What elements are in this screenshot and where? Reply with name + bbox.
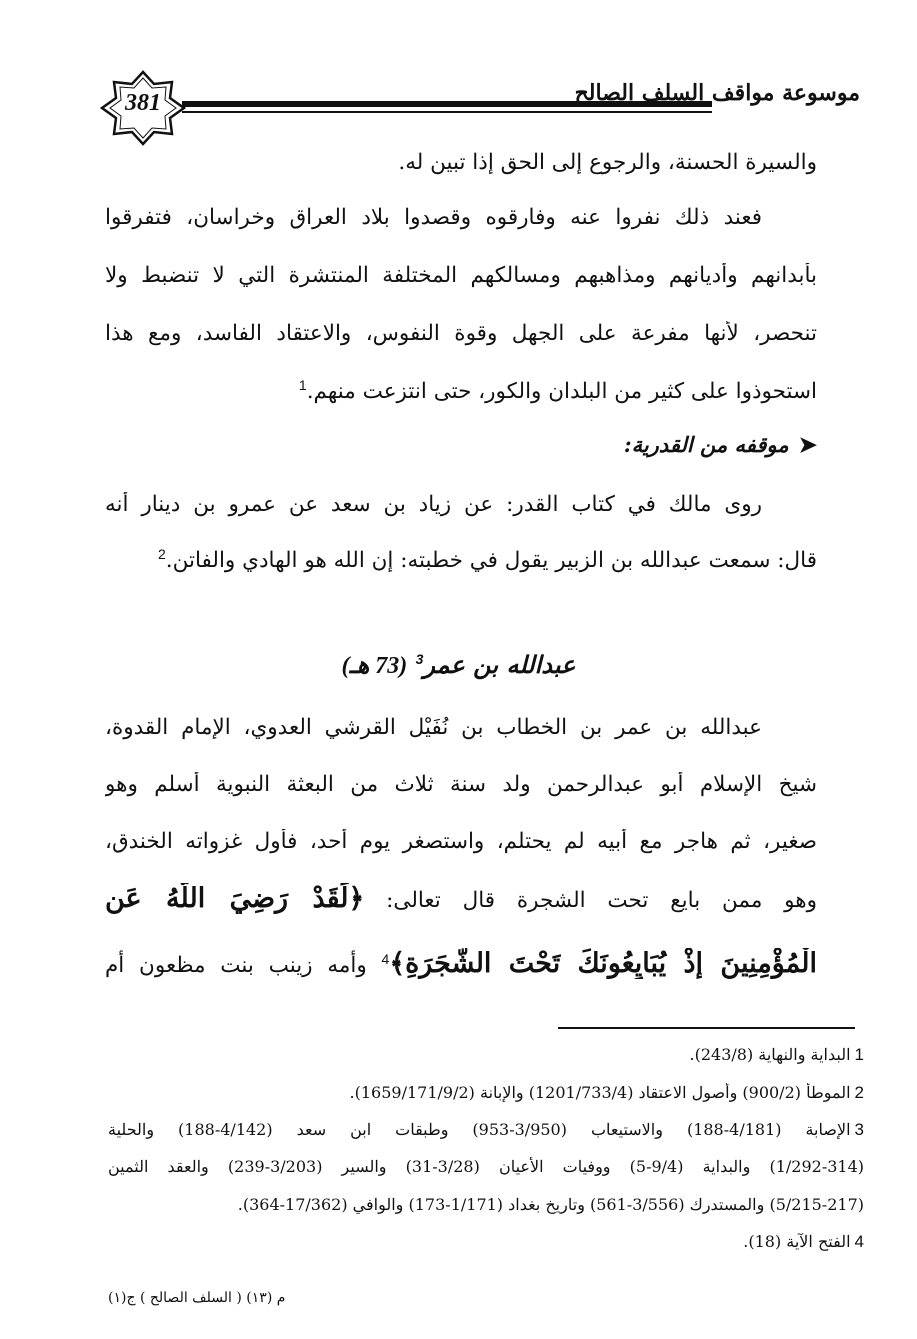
quran-verse: ﴿لَقَدْ رَضِيَ اللَّهُ عَنِ <box>105 883 365 914</box>
paragraph-text: وهو ممن بايع تحت الشجرة قال تعالى: <box>386 888 817 913</box>
page-header <box>100 68 860 148</box>
subheading-text: موقفه من القدرية: <box>623 432 789 457</box>
footnote-rule <box>558 1027 855 1029</box>
page-number: 381 <box>125 90 161 116</box>
footnote-text: الموطأ (900/2) وأصول الاعتقاد (1201/733/4) والإبانة (1659/171/9/2). <box>349 1083 851 1102</box>
paragraph-text: وأمه زينب بنت مظعون أم <box>105 953 367 978</box>
paragraph-line: بأبدانهم وأديانهم ومذاهبهم ومسالكهم المختلفة المنتشرة التي لا تنضبط ولا <box>105 263 817 288</box>
paragraph-line: تنحصر، لأنها مفرعة على الجهل وقوة النفوس، والاعتقاد الفاسد، ومع هذا <box>105 321 817 346</box>
footnote-text: الفتح الآية (18). <box>743 1232 851 1251</box>
section-dates: (73 هـ) <box>341 653 408 679</box>
footnote-text: الإصابة (4/181-188) والاستيعاب (3/950-953) وطبقات ابن سعد (4/142-188) والحلية <box>108 1120 851 1139</box>
paragraph-line: فعند ذلك نفروا عنه وفارقوه وقصدوا بلاد العراق وخراسان، فتفرقوا <box>105 205 762 230</box>
footnote <box>108 1232 864 1252</box>
paragraph-text: استحوذوا على كثير من البلدان والكور، حتى انتزعت منهم. <box>306 379 817 405</box>
footnote <box>108 1157 864 1176</box>
footnote <box>108 1195 864 1214</box>
footnote <box>108 1083 864 1103</box>
footnote-text: (5/215-217) والمستدرك (3/556-561) وتاريخ بغداد (1/171-173) والوافي (17/362-364). <box>237 1195 864 1214</box>
footnote-ref: 4 <box>381 950 390 967</box>
footnote-number: 1 <box>854 1045 864 1064</box>
paragraph-line <box>105 883 817 914</box>
section-title <box>0 650 917 680</box>
footnote <box>108 1045 864 1065</box>
book-title: موسوعة مواقف السلف الصالح <box>574 80 860 106</box>
paragraph-line: والسيرة الحسنة، والرجوع إلى الحق إذا تبين له. <box>398 150 817 175</box>
arrowhead-bullet-icon: ➤ <box>798 432 817 458</box>
paragraph-text: قال: سمعت عبدالله بن الزبير يقول في خطبته: إن الله هو الهادي والفاتن. <box>165 548 817 574</box>
footnote-text: البداية والنهاية (243/8). <box>689 1045 851 1064</box>
footnote-ref: 1 <box>298 377 307 393</box>
paragraph-line: صغير، ثم هاجر مع أبيه لم يحتلم، واستصغر يوم أحد، فأول غزواته الخندق، <box>105 829 817 854</box>
paragraph-line: شيخ الإسلام أبو عبدالرحمن ولد سنة ثلاث من البعثة النبوية أسلم وهو <box>105 772 817 797</box>
paragraph-line <box>105 546 817 573</box>
quran-verse: الْمُؤْمِنِينَ إِذْ يُبَايِعُونَكَ تَحْتَ الشَّجَرَةِ﴾ <box>389 948 817 979</box>
footnote-ref: 3 <box>415 651 424 667</box>
paragraph-line <box>105 948 817 979</box>
paragraph-line: روى مالك في كتاب القدر: عن زياد بن سعد عن عمرو بن دينار أنه <box>105 492 762 517</box>
footnote-number: 3 <box>854 1120 864 1139</box>
subheading <box>624 432 817 458</box>
footnote-number: 4 <box>854 1232 864 1251</box>
footnote-number: 2 <box>854 1083 864 1102</box>
paragraph-line: عبدالله بن عمر بن الخطاب بن نُفَيْل القرشي العدوي، الإمام القدوة، <box>105 715 762 740</box>
section-name: عبدالله بن عمر <box>423 650 576 679</box>
paragraph-line <box>105 377 817 404</box>
header-rule-thin <box>182 111 712 113</box>
footnote <box>108 1120 864 1140</box>
footnote-text: (1/292-314) والبداية (9/4-5) ووفيات الأعيان (3/28-31) والسير (3/203-239) والعقد الثمين <box>108 1157 864 1176</box>
signature-mark: م (١٣) ( السلف الصالح ) ج(١) <box>108 1290 286 1306</box>
footnote-ref: 2 <box>157 546 166 562</box>
